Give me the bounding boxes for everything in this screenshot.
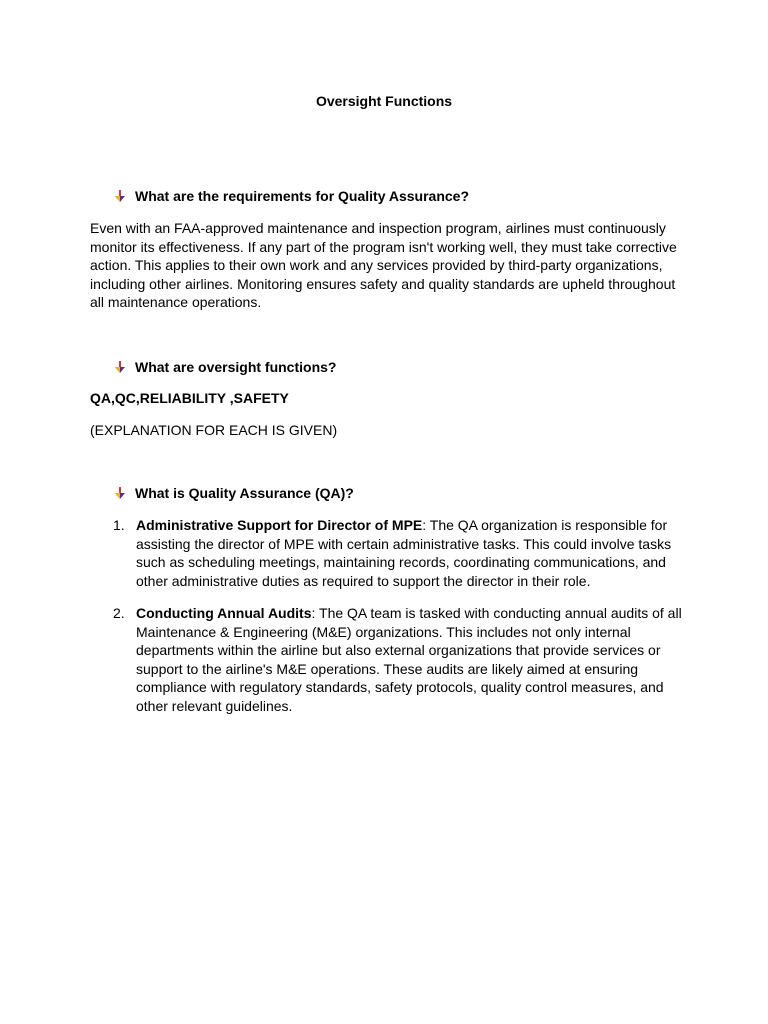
document-title: Oversight Functions [315,93,453,109]
list-item-text: : The QA organization is responsible for assisting the director of MPE with certain administrative tasks. This could involve tasks such as scheduling meetings, maintaining records, coordinating communications, and other administrative duties as required to support the director in their role. [136,517,672,589]
list-item-body [136,604,683,716]
list-item-number: 2. [113,605,125,621]
oversight-functions-list: QA,QC,RELIABILITY ,SAFETY [90,390,289,406]
list-item [113,516,683,590]
section-heading-text: What are the requirements for Quality Assurance? [135,188,470,204]
section-heading-what-is-qa [114,484,354,503]
list-item-body [136,516,683,590]
section-heading-text: What are oversight functions? [135,359,337,375]
list-item [113,604,683,716]
arrow-bullet-icon [114,487,126,501]
explanation-note: (EXPLANATION FOR EACH IS GIVEN) [90,422,338,438]
section-heading-qa-requirements [114,187,469,206]
qa-requirements-paragraph: Even with an FAA-approved maintenance and inspection program, airlines must continuously monitor its effectiveness. If any part of the program isn't working well, they must take corrective action. This applies to their own work and any services provided by third-party organizations, including other airlines. Monitoring ensures safety and quality standards are upheld throughout all maintenance operations. [90,220,677,311]
list-item-lead: Conducting Annual Audits [136,605,312,621]
section-heading-text: What is Quality Assurance (QA)? [135,485,354,501]
list-item-lead: Administrative Support for Director of MPE [136,517,423,533]
list-item-text: : The QA team is tasked with conducting annual audits of all Maintenance & Engineering (M&E) organizations. This includes not only internal departments within the airline but also external organizations that provide services or support to the airline's M&E operations. These audits are likely aimed at ensuring compliance with regulatory standards, safety protocols, quality control measures, and other relevant guidelines. [136,605,682,714]
arrow-bullet-icon [114,361,126,375]
section-heading-oversight-functions [114,358,336,377]
arrow-bullet-icon [114,190,126,204]
list-item-number: 1. [113,517,125,533]
